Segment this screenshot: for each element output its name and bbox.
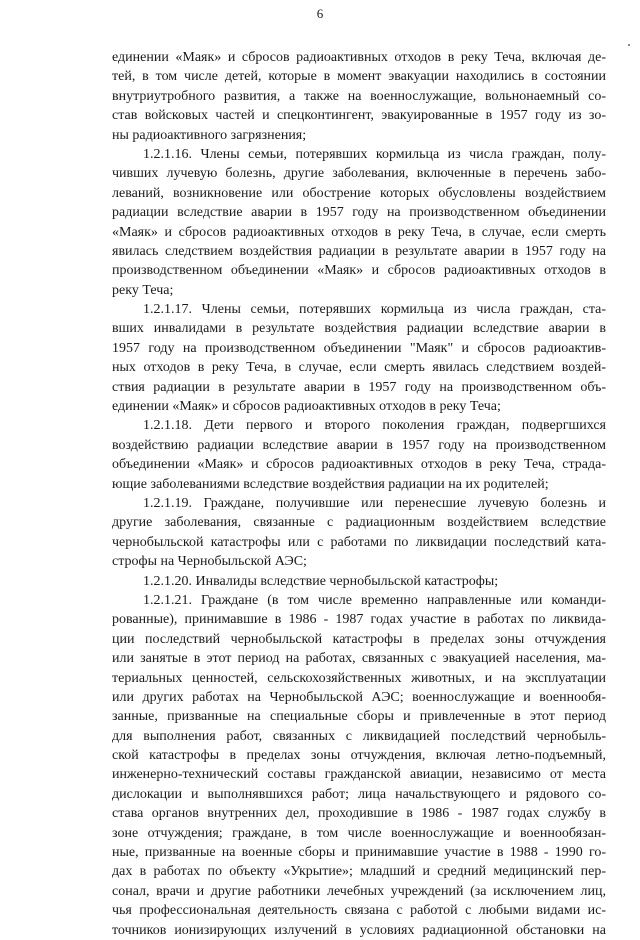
text-line: инженерно-технический составы гражданской авиации, независимо от места: [112, 767, 606, 783]
text-line: единении «Маяк» и сбросов радиоактивных отходов в реку Теча, включая де-: [112, 50, 606, 65]
text-line: став войсковых частей и спецконтингент, эвакуированные в 1957 году из зо-: [112, 108, 606, 124]
text-line: чья профессиональная деятельность связана с работой с любыми видами ис-: [112, 903, 606, 919]
text-line: или других работах на Чернобыльской АЭС; военнослужащие и военнообя-: [112, 689, 606, 705]
text-line: 1.2.1.16. Члены семьи, потерявших кормильца из числа граждан, полу-: [143, 146, 606, 162]
text-line: ющие заболеваниями вследствие воздействия радиации на их родителей;: [112, 476, 549, 492]
text-line: строфы на Чернобыльской АЭС;: [112, 554, 307, 570]
text-line: вших инвалидами в результате воздействия радиации вследствие аварии в: [112, 321, 606, 337]
text-line: 1.2.1.21. Граждане (в том числе временно направленные или команди-: [143, 592, 606, 608]
text-line: ны радиоактивного загрязнения;: [112, 127, 307, 143]
text-line: ской катастрофы в пределах зоны отчуждения, включая летно-подъемный,: [112, 748, 606, 764]
text-line: единении «Маяк» и сбросов радиоактивных отходов в реку Теча;: [112, 399, 501, 415]
text-line: тей, в том числе детей, которые в момент эвакуации находились в состоянии: [112, 69, 606, 85]
text-line: 1.2.1.17. Члены семьи, потерявших кормильца из числа граждан, ста-: [143, 302, 606, 318]
text-line: става органов внутренних дел, проходившие в 1986 - 1987 годах службу в: [112, 806, 606, 822]
text-line: внутриутробного развития, а также на военнослужащие, вольнонаемный со-: [112, 88, 606, 104]
text-line: териальных ценностей, сельскохозяйственных животных, и на эксплуатации: [112, 670, 606, 686]
text-line: объединении «Маяк» и сбросов радиоактивных отходов в реку Теча, страда-: [112, 457, 606, 473]
text-line: дислокации и выполнявшихся работ; лица начальствующего и рядового со-: [112, 786, 606, 802]
text-line: ные, призванные на военные сборы и принимавшие участие в 1988 - 1990 го-: [112, 845, 606, 861]
text-line: явилась следствием воздействия радиации в результате аварии в 1957 году на: [112, 243, 606, 259]
text-line: «Маяк» и сбросов радиоактивных отходов в реку Теча, в случае, если смерть: [112, 224, 606, 240]
text-line: 1.2.1.20. Инвалиды вследствие чернобыльской катастрофы;: [143, 573, 499, 589]
text-line: или занятые в этот период на работах, связанных с эвакуацией населения, ма-: [112, 651, 606, 667]
page-number: 6: [316, 6, 324, 21]
text-line: рованные), принимавшие в 1986 - 1987 годах участие в работах по ликвида-: [112, 612, 606, 628]
text-line: сонал, врачи и другие работники лечебных учреждений (за исключением лиц,: [112, 883, 606, 899]
text-line: леваний, возникновение или обострение которых обусловлены воздействием: [112, 185, 606, 201]
text-line: 1.2.1.19. Граждане, получившие или перенесшие лучевую болезнь и: [143, 495, 606, 511]
text-line: 1957 году на производственном объединении "Маяк" и сбросов радиоактив-: [112, 340, 606, 356]
text-line: зоне отчуждения; граждане, в том числе военнослужащие и военнообязан-: [112, 825, 606, 841]
scan-speck: [628, 44, 630, 46]
text-line: другие заболевания, связанные с радиационным воздействием вследствие: [112, 515, 606, 531]
text-line: 1.2.1.18. Дети первого и второго поколения граждан, подвергшихся: [143, 418, 606, 434]
text-line: производственном объединении «Маяк» и сбросов радиоактивных отходов в: [112, 263, 606, 279]
text-line: воздействию радиации вследствие аварии в 1957 году на производственном: [112, 437, 606, 453]
text-line: ции последствий чернобыльской катастрофы в пределах зоны отчуждения: [112, 631, 606, 647]
text-line: чернобыльской катастрофы или с работами по ликвидации последствий ката-: [112, 534, 606, 550]
text-line: радиации вследствие аварии в 1957 году на производственном объединении: [112, 205, 606, 221]
text-line: ствия радиации в результате аварии в 1957 году на производственном объ-: [112, 379, 606, 395]
text-line: занные, призванные на специальные сборы и привлеченные в этот период: [112, 709, 606, 725]
text-line: ных отходов в реку Теча, в случае, если смерть явилась следствием воздей-: [112, 360, 606, 376]
body-text: [112, 48, 606, 940]
text-line: реку Теча;: [112, 282, 174, 298]
text-line: дах в работах по объекту «Укрытие»; младший и средний медицинский пер-: [112, 864, 606, 880]
text-line: чивших лучевую болезнь, другие заболевания, включенные в перечень забо-: [112, 166, 606, 182]
text-line: точников ионизирующих излучений в условиях радиационной обстановки на: [112, 922, 606, 938]
text-line: для выполнения работ, связанных с ликвидацией последствий чернобыль-: [112, 728, 606, 744]
